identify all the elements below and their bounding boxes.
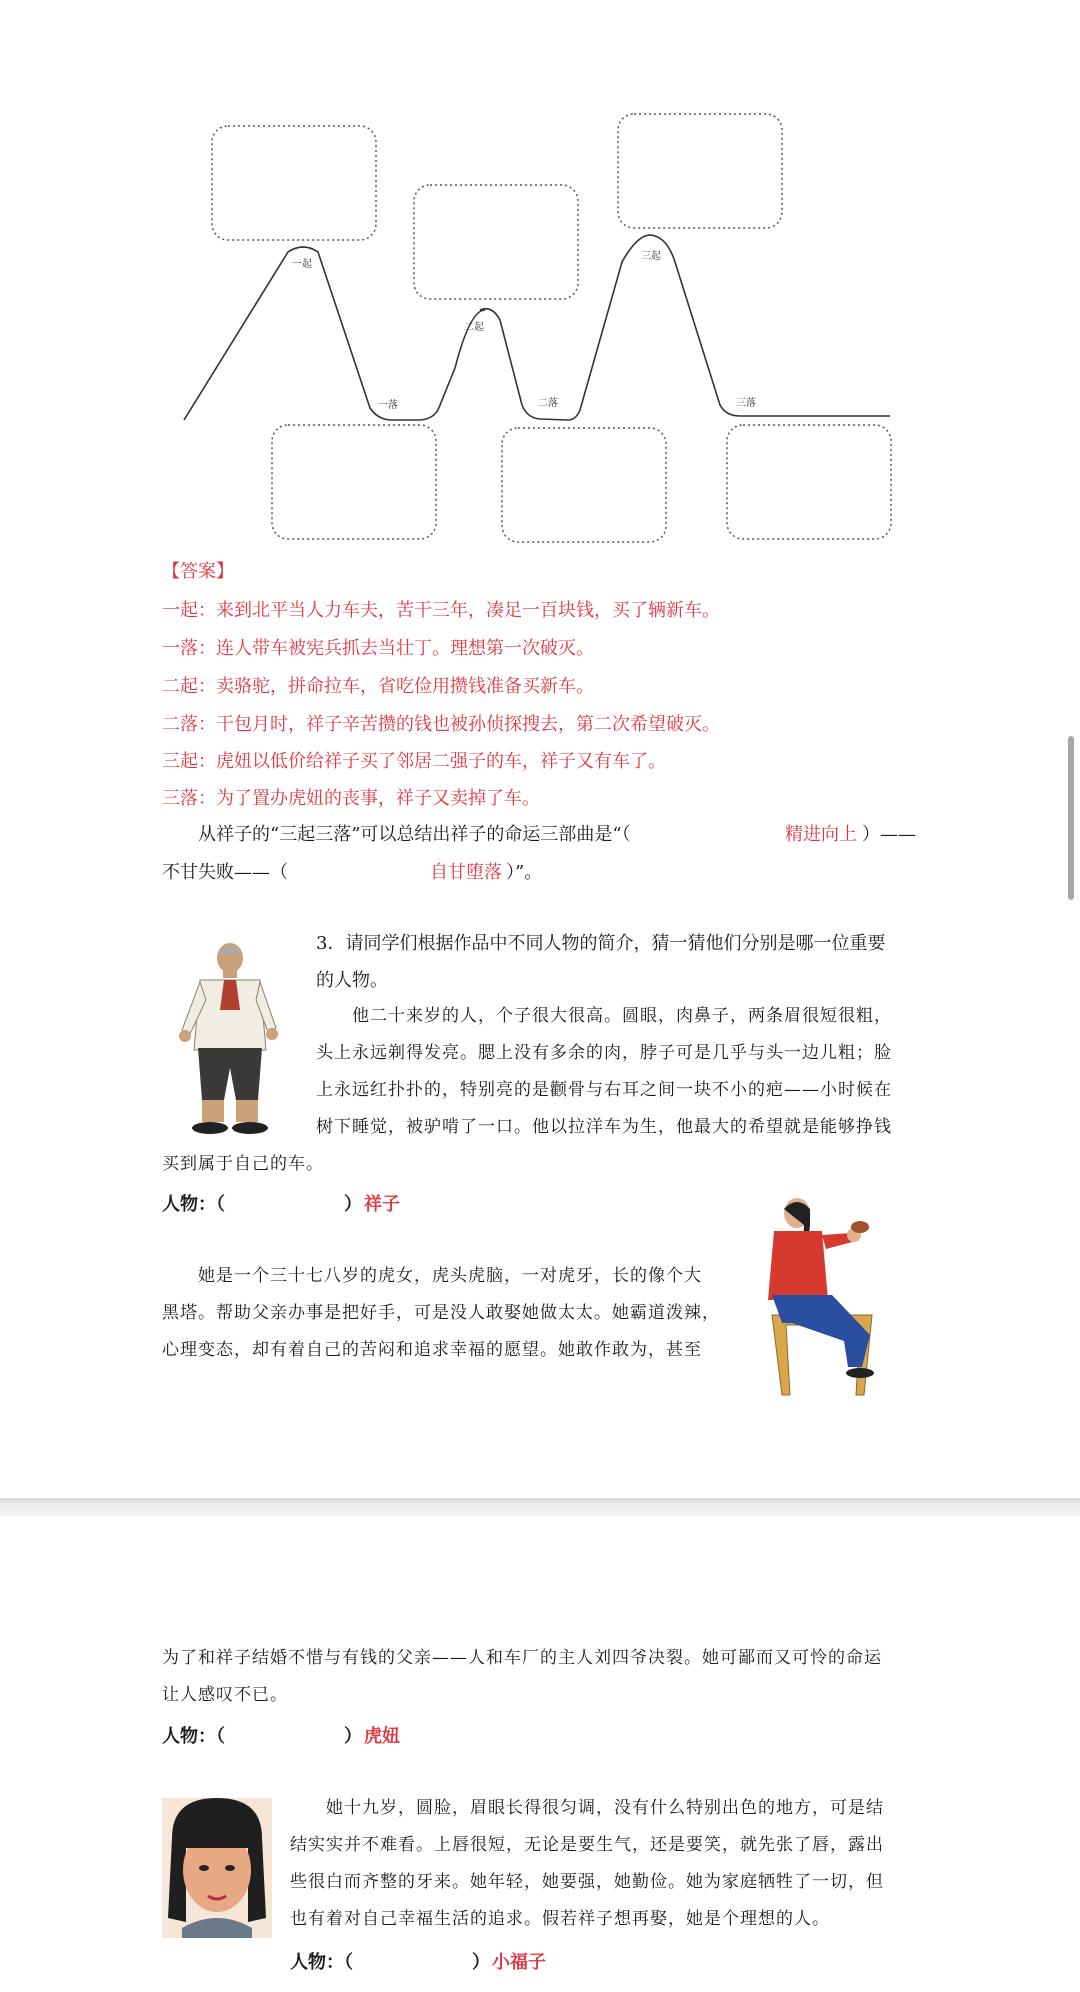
answer-line-fall1: 一落：连人带车被宪兵抓去当壮丁。理想第一次破灭。 xyxy=(162,638,594,659)
document-page-2 xyxy=(0,1516,1080,1992)
xiangzi-illustration xyxy=(170,940,290,1140)
xiaofuzi-description xyxy=(290,1790,884,1938)
xiaofuzi-line-1: 她十九岁，圆脸，眉眼长得很匀调，没有什么特别出色的地方，可是结 xyxy=(326,1798,884,1818)
answer-box-rise3 xyxy=(618,114,782,228)
curve-label-rise2: 二起 xyxy=(464,322,484,333)
answer-box-fall3 xyxy=(727,425,891,539)
xiaofuzi-line-2: 结实实并不难看。上唇很短，无论是要生气，还是要笑，就先张了唇，露出 xyxy=(290,1835,884,1855)
huniu-cont-line-1: 为了和祥子结婚不惜与有钱的父亲——人和车厂的主人刘四爷决裂。她可鄙而又可怜的命运 xyxy=(162,1648,882,1668)
answer-line-rise2: 二起：卖骆驼，拼命拉车，省吃俭用攒钱准备买新车。 xyxy=(162,676,594,697)
answer-line-rise3: 三起：虎妞以低价给祥子买了邻居二强子的车，祥子又有车了。 xyxy=(162,751,666,772)
huniu-cont-line-2: 让人感叹不已。 xyxy=(162,1685,288,1705)
xiaofuzi-answer: 小福子 xyxy=(492,1952,546,1973)
summary-answer-2: 自甘堕落 xyxy=(430,862,502,883)
curve-label-rise3: 三起 xyxy=(641,251,661,262)
answer-box-fall2 xyxy=(502,428,666,542)
summary-line2-prefix: 不甘失败——（ xyxy=(162,862,288,883)
xiangzi-line-1: 他二十来岁的人，个子很大很高。圆眼，肉鼻子，两条眉很短很粗， xyxy=(352,1006,892,1026)
fate-curve-line xyxy=(184,235,890,420)
page-divider xyxy=(0,1498,1080,1516)
fate-curve-diagram xyxy=(0,0,1080,560)
answer-header: 【答案】 xyxy=(162,561,234,582)
curve-label-fall1: 一落 xyxy=(378,400,398,411)
summary-suffix: ）”。 xyxy=(506,862,543,883)
xiaofuzi-figure-close: ） xyxy=(472,1952,490,1973)
summary-answer-1: 精进向上 xyxy=(785,824,857,845)
xiaofuzi-line-4: 也有着对自己幸福生活的追求。假若祥子想再娶，她是个理想的人。 xyxy=(290,1909,830,1929)
huniu-description xyxy=(162,1258,720,1369)
huniu-line-1: 她是一个三十七八岁的虎女，虎头虎脑，一对虎牙，长的像个大 xyxy=(198,1266,702,1286)
question3-title-line1: 3．请同学们根据作品中不同人物的简介，猜一猜他们分别是哪一位重要 xyxy=(316,933,886,954)
curve-label-rise1: 一起 xyxy=(292,259,312,270)
xiangzi-line-5: 买到属于自己的车。 xyxy=(162,1154,324,1174)
summary-prefix: 从祥子的“三起三落”可以总结出祥子的命运三部曲是“（ xyxy=(198,824,631,845)
answer-box-rise2 xyxy=(414,185,578,299)
xiangzi-line-4: 树下睡觉，被驴啃了一口。他以拉洋车为生，他最大的希望就是能够挣钱 xyxy=(316,1117,892,1137)
huniu-continued xyxy=(162,1640,882,1714)
xiangzi-answer: 祥子 xyxy=(364,1194,400,1215)
summary-line-1 xyxy=(198,825,631,845)
huniu-line-3: 心理变态，却有着自己的苦闷和追求幸福的愿望。她敢作敢为，甚至 xyxy=(162,1340,702,1360)
curve-label-fall2: 二落 xyxy=(538,398,558,409)
xiangzi-figure-close: ） xyxy=(344,1194,362,1215)
xiaofuzi-portrait xyxy=(162,1798,272,1938)
xiangzi-line-3: 上永远红扑扑的，特别亮的是颧骨与右耳之间一块不小的疤——小时候在 xyxy=(316,1080,892,1100)
huniu-illustration xyxy=(752,1195,892,1405)
scrollbar-thumb[interactable] xyxy=(1068,736,1074,900)
curve-label-fall3: 三落 xyxy=(736,398,756,409)
answer-line-rise1: 一起：来到北平当人力车夫，苦干三年，凑足一百块钱，买了辆新车。 xyxy=(162,600,720,621)
question3-title-line2: 的人物。 xyxy=(316,970,388,991)
summary-mid: ）—— xyxy=(862,824,916,845)
huniu-answer: 虎妞 xyxy=(364,1726,400,1747)
huniu-figure-label: 人物：（ xyxy=(162,1726,225,1747)
huniu-line-2: 黑塔。帮助父亲办事是把好手，可是没人敢娶她做太太。她霸道泼辣， xyxy=(162,1303,720,1323)
huniu-figure-close: ） xyxy=(344,1726,362,1747)
xiangzi-line-2: 头上永远剃得发亮。腮上没有多余的肉，脖子可是几乎与头一边儿粗；脸 xyxy=(316,1043,892,1063)
xiaofuzi-line-3: 些很白而齐整的牙来。她年轻，她要强，她勤俭。她为家庭牺牲了一切，但 xyxy=(290,1872,884,1892)
answer-box-rise1 xyxy=(212,126,376,240)
answer-line-fall3: 三落：为了置办虎妞的丧事，祥子又卖掉了车。 xyxy=(162,788,540,809)
xiangzi-description xyxy=(316,998,892,1146)
answer-box-fall1 xyxy=(272,425,436,539)
answer-line-fall2: 二落：干包月时，祥子辛苦攒的钱也被孙侦探搜去，第二次希望破灭。 xyxy=(162,714,720,735)
xiaofuzi-figure-label: 人物：（ xyxy=(290,1952,353,1973)
xiangzi-figure-label: 人物：（ xyxy=(162,1194,225,1215)
